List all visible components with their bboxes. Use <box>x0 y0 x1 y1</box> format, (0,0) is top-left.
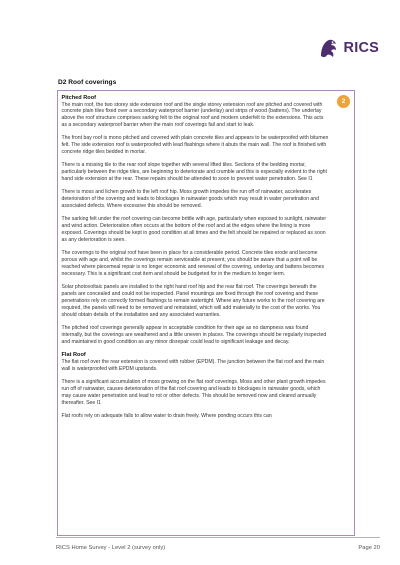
paragraph: There is a significant accumulation of moss growing on the flat roof coverings. Moss and other plant growth impedes run off of rainwater, causes deterioration of the flat roof covering and leads to blockages in rainwater goods, which may cause water penetration and lead to rot or other defects. This should be removed now and cleared annually thereafter. See I1 <box>61 379 326 406</box>
subheading-flat-roof: Flat Roof <box>61 351 86 358</box>
paragraph: The pitched roof coverings generally appear in acceptable condition for their age as no dampness was found internally, but the coverings are weathered and a little uneven in places. The coverings should be regularly inspected and maintained in good condition as any minor disrepair could lead to significant leakage and decay. <box>61 324 327 345</box>
page-number: Page 20 <box>358 545 380 551</box>
footer-document-title: RICS Home Survey - Level 2 (survey only) <box>56 545 166 551</box>
paragraph: There is moss and lichen growth to the left roof hip. Moss growth impedes the run off of rainwater, accelerates deterioration of the covering and leads to blockages in rainwater goods which may result in water penetration and associated defects. Where excessive this should be removed. <box>61 189 319 210</box>
condition-rating-badge: 2 <box>337 95 350 108</box>
section-content-box <box>57 90 355 536</box>
footer-divider <box>56 537 380 538</box>
page-footer <box>56 545 380 551</box>
paragraph: The main roof, the two storey side extension roof and the single storey extension roof are pitched and covered with concrete plain tiles fixed over a secondary waterproof barrier (underlay) and strips of wood (battens). The underlay above the roof structure comprises sarking felt to the original roof and modern underfelt to the extensions. This acts as a secondary waterproof barrier when the main roof coverings fail and start to leak. <box>61 101 324 129</box>
paragraph: The flat roof over the rear extension is covered with rubber (EPDM). The junction between the flat roof and the main wall is waterproofed with EPDM upstands. <box>61 358 325 372</box>
paragraph: Solar photovoltaic panels are installed to the right hand roof hip and the rear flat roof. The coverings beneath the panels are concealed and could not be inspected. Panel mountings are fixed through the roof covering and these penetrations rely on correctly formed flashings to remain watertight. Where any future works to the roof covering are required, the panels will need to be removed and reinstated, which will add materially to the cost of the works. You should obtain details of the installation and any associated warranties. <box>61 284 325 318</box>
paragraph: The front bay roof is mono pitched and covered with plain concrete tiles and appears to be waterproofed with bitumen felt. The side extension roof is waterproofed with lead flashings where it abuts the main wall. The roof is finished with concrete ridge tiles bedded in mortar. <box>61 135 329 156</box>
subheading-pitched-roof: Pitched Roof <box>61 94 96 101</box>
paragraph: The sarking felt under the roof covering can become brittle with age, particularly when exposed to sunlight, rainwater and wind action. Deterioration often occurs at the bottom of the roof and at the edges where the lining is more exposed. Coverings should be kept in good condition at all times and the felt should be repaired or replaced as soon as any deterioration is seen. <box>61 216 327 243</box>
logo-text: RICS <box>343 40 379 56</box>
paragraph: Flat roofs rely on adequate falls to allow water to drain freely. Where ponding occurs this can <box>61 413 272 420</box>
section-title: D2 Roof coverings <box>58 79 117 86</box>
rics-logo <box>317 36 379 60</box>
lion-icon <box>317 36 341 60</box>
paragraph: The coverings to the original roof have been in place for a considerable period. Concrete tiles erode and become porous with age and, whilst the coverings remain serviceable at present, you should be aware that a point will be reached where piecemeal repair is no longer economic and renewal of the covering, underlay and battens becomes necessary. This is a significant cost item and should be budgeted for in the medium to longer term. <box>61 250 325 277</box>
paragraph: There is a missing tile to the rear roof slope together with several lifted tiles. Sections of the bedding mortar, particularly between the ridge tiles, are beginning to deteriorate and crumble and this is especially evident to the right hand side extension at the rear. These repairs should be attended to soon to prevent water penetration. See I1 <box>61 162 327 183</box>
